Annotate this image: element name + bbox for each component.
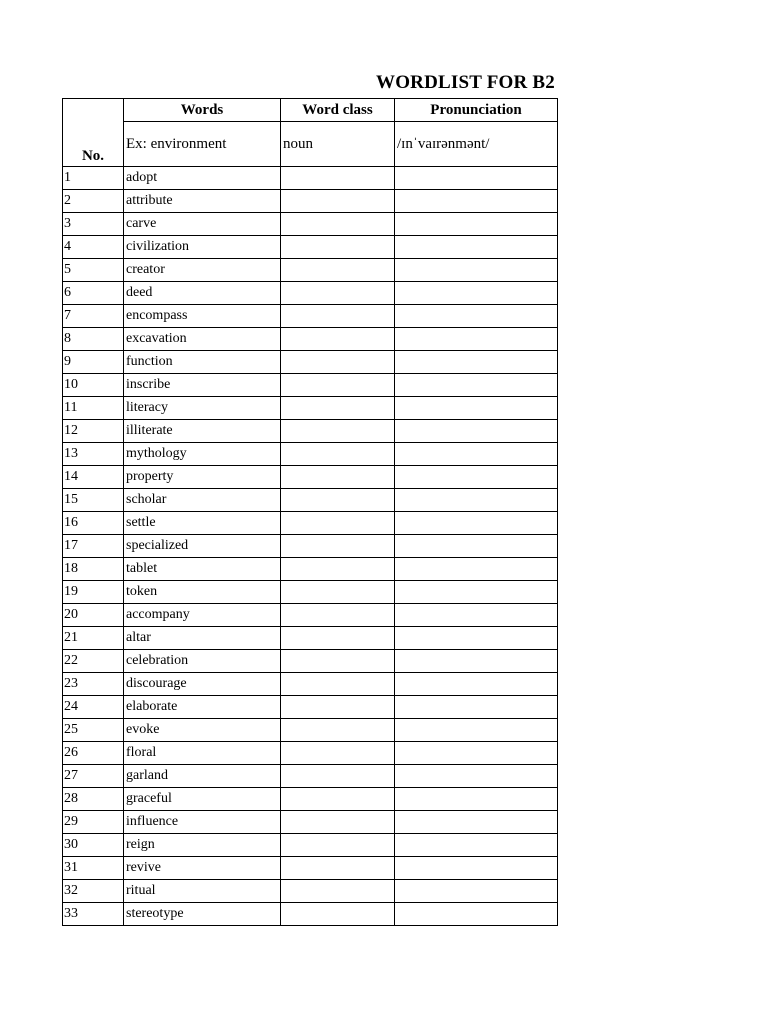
table-row	[63, 742, 558, 765]
row-pronunciation-cell[interactable]	[395, 190, 558, 213]
row-number: 12	[63, 420, 124, 443]
row-word: ritual	[124, 880, 281, 903]
table-row	[63, 857, 558, 880]
row-pronunciation-cell[interactable]	[395, 811, 558, 834]
table-row	[63, 834, 558, 857]
row-word: accompany	[124, 604, 281, 627]
row-word-class-cell[interactable]	[281, 857, 395, 880]
row-word-class-cell[interactable]	[281, 811, 395, 834]
row-word: carve	[124, 213, 281, 236]
row-number: 20	[63, 604, 124, 627]
row-word: adopt	[124, 167, 281, 190]
row-pronunciation-cell[interactable]	[395, 765, 558, 788]
row-word-class-cell[interactable]	[281, 374, 395, 397]
row-pronunciation-cell[interactable]	[395, 397, 558, 420]
row-word-class-cell[interactable]	[281, 903, 395, 926]
table-row	[63, 489, 558, 512]
table-row	[63, 581, 558, 604]
row-pronunciation-cell[interactable]	[395, 604, 558, 627]
table-row	[63, 604, 558, 627]
row-pronunciation-cell[interactable]	[395, 351, 558, 374]
table-row	[63, 236, 558, 259]
row-pronunciation-cell[interactable]	[395, 558, 558, 581]
table-row	[63, 351, 558, 374]
example-row	[63, 122, 558, 167]
row-word: discourage	[124, 673, 281, 696]
row-pronunciation-cell[interactable]	[395, 443, 558, 466]
row-pronunciation-cell[interactable]	[395, 305, 558, 328]
row-word: specialized	[124, 535, 281, 558]
row-pronunciation-cell[interactable]	[395, 719, 558, 742]
row-word-class-cell[interactable]	[281, 443, 395, 466]
row-number: 13	[63, 443, 124, 466]
row-number: 15	[63, 489, 124, 512]
row-number: 5	[63, 259, 124, 282]
row-word-class-cell[interactable]	[281, 880, 395, 903]
row-word: token	[124, 581, 281, 604]
example-pronunciation: /ɪnˈvaɪrənmənt/	[395, 122, 558, 167]
header-row	[63, 99, 558, 122]
table-row	[63, 650, 558, 673]
row-word: altar	[124, 627, 281, 650]
row-number: 17	[63, 535, 124, 558]
table-row	[63, 190, 558, 213]
row-word: garland	[124, 765, 281, 788]
row-pronunciation-cell[interactable]	[395, 673, 558, 696]
row-pronunciation-cell[interactable]	[395, 880, 558, 903]
row-pronunciation-cell[interactable]	[395, 581, 558, 604]
table-row	[63, 259, 558, 282]
row-number: 29	[63, 811, 124, 834]
row-word: scholar	[124, 489, 281, 512]
table-row	[63, 512, 558, 535]
header-pronunciation: Pronunciation	[395, 99, 558, 122]
table-row	[63, 213, 558, 236]
row-pronunciation-cell[interactable]	[395, 236, 558, 259]
row-word-class-cell[interactable]	[281, 558, 395, 581]
row-pronunciation-cell[interactable]	[395, 903, 558, 926]
row-pronunciation-cell[interactable]	[395, 328, 558, 351]
row-word: encompass	[124, 305, 281, 328]
table-row	[63, 903, 558, 926]
row-word-class-cell[interactable]	[281, 420, 395, 443]
row-word: revive	[124, 857, 281, 880]
row-word-class-cell[interactable]	[281, 328, 395, 351]
table-row	[63, 443, 558, 466]
header-word-class: Word class	[281, 99, 395, 122]
header-words: Words	[124, 99, 281, 122]
row-pronunciation-cell[interactable]	[395, 512, 558, 535]
row-number: 28	[63, 788, 124, 811]
row-word-class-cell[interactable]	[281, 696, 395, 719]
row-number: 8	[63, 328, 124, 351]
row-word-class-cell[interactable]	[281, 489, 395, 512]
title-clip	[300, 70, 557, 96]
row-word: stereotype	[124, 903, 281, 926]
row-pronunciation-cell[interactable]	[395, 489, 558, 512]
table-row	[63, 328, 558, 351]
row-word: attribute	[124, 190, 281, 213]
row-number: 9	[63, 351, 124, 374]
table-row	[63, 282, 558, 305]
row-number: 3	[63, 213, 124, 236]
row-word: evoke	[124, 719, 281, 742]
row-word-class-cell[interactable]	[281, 466, 395, 489]
row-number: 33	[63, 903, 124, 926]
row-number: 24	[63, 696, 124, 719]
row-word-class-cell[interactable]	[281, 535, 395, 558]
row-pronunciation-cell[interactable]	[395, 627, 558, 650]
example-word-class: noun	[281, 122, 395, 167]
row-pronunciation-cell[interactable]	[395, 788, 558, 811]
row-word: property	[124, 466, 281, 489]
row-word-class-cell[interactable]	[281, 627, 395, 650]
row-word-class-cell[interactable]	[281, 236, 395, 259]
row-number: 32	[63, 880, 124, 903]
row-pronunciation-cell[interactable]	[395, 650, 558, 673]
table-row	[63, 880, 558, 903]
row-word-class-cell[interactable]	[281, 190, 395, 213]
row-word-class-cell[interactable]	[281, 673, 395, 696]
row-number: 30	[63, 834, 124, 857]
row-word-class-cell[interactable]	[281, 788, 395, 811]
table-row	[63, 788, 558, 811]
row-number: 6	[63, 282, 124, 305]
row-word-class-cell[interactable]	[281, 167, 395, 190]
table-row	[63, 811, 558, 834]
table-row	[63, 374, 558, 397]
row-word-class-cell[interactable]	[281, 259, 395, 282]
row-word: graceful	[124, 788, 281, 811]
row-word: illiterate	[124, 420, 281, 443]
row-word: inscribe	[124, 374, 281, 397]
row-number: 23	[63, 673, 124, 696]
row-pronunciation-cell[interactable]	[395, 420, 558, 443]
row-pronunciation-cell[interactable]	[395, 466, 558, 489]
row-number: 18	[63, 558, 124, 581]
row-number: 22	[63, 650, 124, 673]
row-word-class-cell[interactable]	[281, 719, 395, 742]
row-pronunciation-cell[interactable]	[395, 213, 558, 236]
row-word: civilization	[124, 236, 281, 259]
row-number: 10	[63, 374, 124, 397]
row-number: 11	[63, 397, 124, 420]
row-word: mythology	[124, 443, 281, 466]
row-number: 1	[63, 167, 124, 190]
row-pronunciation-cell[interactable]	[395, 535, 558, 558]
table-row	[63, 466, 558, 489]
row-word-class-cell[interactable]	[281, 742, 395, 765]
header-no: No.	[63, 99, 124, 167]
row-word-class-cell[interactable]	[281, 351, 395, 374]
row-pronunciation-cell[interactable]	[395, 374, 558, 397]
table-row	[63, 420, 558, 443]
page-title: WORDLIST FOR B2	[376, 72, 555, 93]
row-word: literacy	[124, 397, 281, 420]
row-word: celebration	[124, 650, 281, 673]
row-number: 31	[63, 857, 124, 880]
row-word-class-cell[interactable]	[281, 213, 395, 236]
row-word: tablet	[124, 558, 281, 581]
row-word-class-cell[interactable]	[281, 765, 395, 788]
row-number: 14	[63, 466, 124, 489]
row-word-class-cell[interactable]	[281, 834, 395, 857]
row-word: influence	[124, 811, 281, 834]
row-number: 7	[63, 305, 124, 328]
row-word: function	[124, 351, 281, 374]
table-row	[63, 719, 558, 742]
row-number: 16	[63, 512, 124, 535]
row-word: elaborate	[124, 696, 281, 719]
row-number: 25	[63, 719, 124, 742]
row-word-class-cell[interactable]	[281, 581, 395, 604]
row-pronunciation-cell[interactable]	[395, 167, 558, 190]
row-number: 21	[63, 627, 124, 650]
example-word: Ex: environment	[124, 122, 281, 167]
row-pronunciation-cell[interactable]	[395, 259, 558, 282]
table-row	[63, 627, 558, 650]
row-word: excavation	[124, 328, 281, 351]
row-word: settle	[124, 512, 281, 535]
table-row	[63, 535, 558, 558]
row-number: 26	[63, 742, 124, 765]
row-word-class-cell[interactable]	[281, 512, 395, 535]
row-pronunciation-cell[interactable]	[395, 282, 558, 305]
row-number: 19	[63, 581, 124, 604]
wordlist-table	[62, 98, 558, 926]
row-number: 4	[63, 236, 124, 259]
row-word-class-cell[interactable]	[281, 397, 395, 420]
row-word-class-cell[interactable]	[281, 305, 395, 328]
row-word-class-cell[interactable]	[281, 604, 395, 627]
table-row	[63, 765, 558, 788]
table-row	[63, 305, 558, 328]
row-pronunciation-cell[interactable]	[395, 696, 558, 719]
row-word: deed	[124, 282, 281, 305]
row-number: 27	[63, 765, 124, 788]
row-pronunciation-cell[interactable]	[395, 742, 558, 765]
row-word: creator	[124, 259, 281, 282]
row-pronunciation-cell[interactable]	[395, 857, 558, 880]
table-row	[63, 558, 558, 581]
row-pronunciation-cell[interactable]	[395, 834, 558, 857]
row-word: reign	[124, 834, 281, 857]
row-word-class-cell[interactable]	[281, 650, 395, 673]
table-row	[63, 673, 558, 696]
row-word: floral	[124, 742, 281, 765]
row-number: 2	[63, 190, 124, 213]
table-row	[63, 696, 558, 719]
table-row	[63, 167, 558, 190]
table-row	[63, 397, 558, 420]
row-word-class-cell[interactable]	[281, 282, 395, 305]
